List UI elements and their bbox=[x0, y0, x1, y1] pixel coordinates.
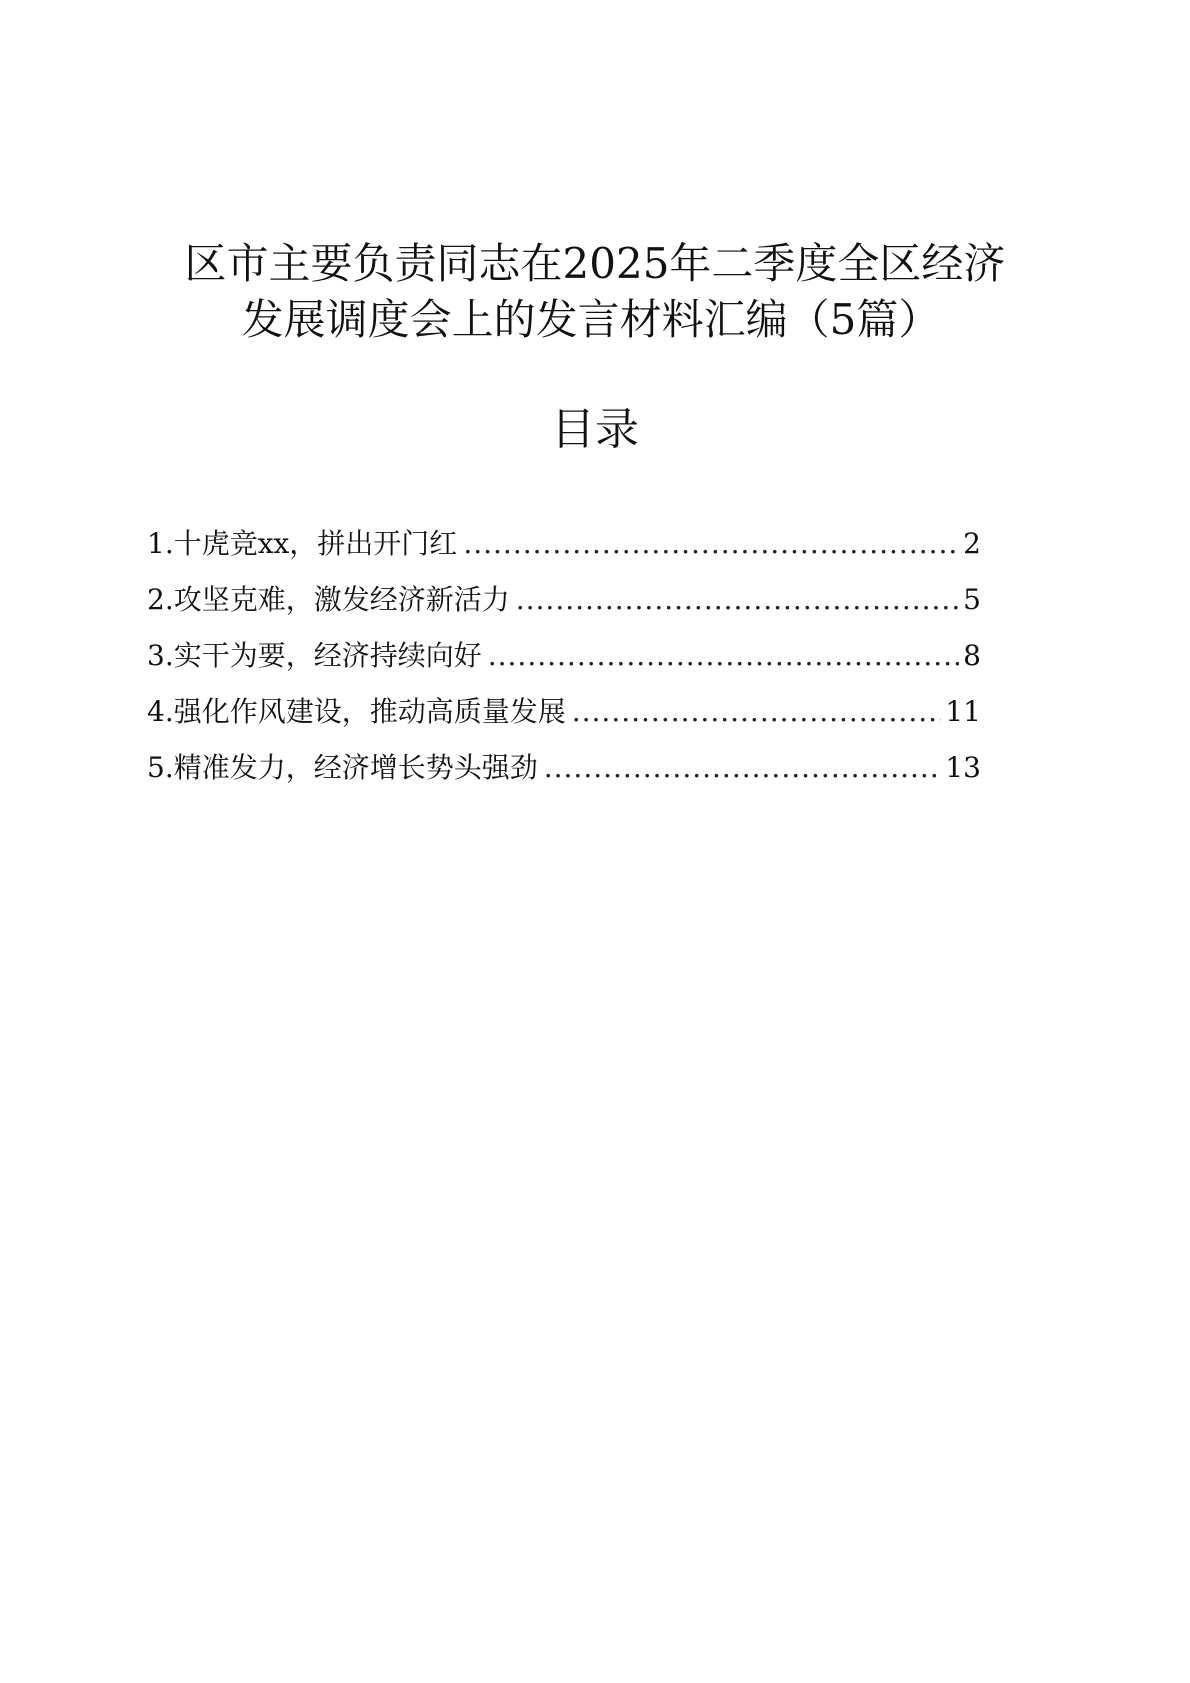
toc-entry[interactable] bbox=[147, 516, 981, 572]
toc-dot-leader bbox=[572, 684, 942, 740]
toc-heading: 目录 bbox=[551, 404, 639, 455]
toc-entry[interactable] bbox=[147, 684, 981, 740]
toc-entry-page: 5 bbox=[963, 583, 981, 616]
toc-entry-title: 3.实干为要，经济持续向好 bbox=[147, 639, 482, 672]
toc-dot-leader bbox=[488, 628, 959, 684]
document-title-line-1: 区市主要负责同志在2025年二季度全区经济 bbox=[184, 239, 1006, 288]
toc-entry-title: 5.精准发力，经济增长势头强劲 bbox=[147, 751, 538, 784]
toc-dot-leader bbox=[463, 516, 959, 572]
toc-dot-leader bbox=[544, 740, 942, 796]
toc-entry-title: 1.十虎竞xx，拼出开门红 bbox=[147, 527, 458, 560]
document-title-line-2: 发展调度会上的发言材料汇编（5篇） bbox=[241, 295, 941, 344]
toc-entry-page: 11 bbox=[945, 695, 981, 728]
toc-entry-page: 13 bbox=[945, 751, 981, 784]
toc-dot-leader bbox=[516, 572, 959, 628]
toc-entry[interactable] bbox=[147, 740, 981, 796]
toc-entry-title: 2.攻坚克难，激发经济新活力 bbox=[147, 583, 510, 616]
toc-entry-page: 8 bbox=[963, 639, 981, 672]
toc-entry[interactable] bbox=[147, 628, 981, 684]
toc-entry[interactable] bbox=[147, 572, 981, 628]
toc-entry-page: 2 bbox=[963, 527, 981, 560]
table-of-contents bbox=[147, 516, 981, 796]
toc-entry-title: 4.强化作风建设，推动高质量发展 bbox=[147, 695, 566, 728]
